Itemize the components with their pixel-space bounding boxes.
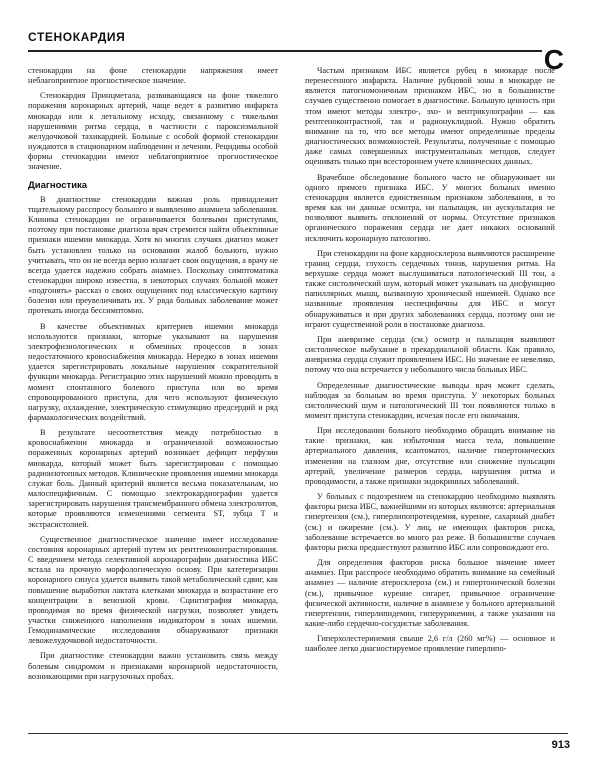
paragraph: При стенокардии на фоне кардиосклероза выявляются расширение границ сердца, глухость сердечных тонов, нарушения ритма. На верхушке сердца может выслушиваться патологический III тон, а также систолический шум, который может указывать на дисфункцию папиллярных мышц, вызванную хронической ишемией. Однако все названные проявления неспецифичны для ИБС и могут обнаруживаться и при других заболеваниях сердца, поэтому они не играют существенной роли в постановке диагноза.	[305, 248, 555, 329]
paragraph: При аневризме сердца (см.) осмотр и пальпация выявляют систолическое выбухание в прекардиальной области. Как правило, аневризма сердца служит проявлением ИБС. Но значение ее невелико, потому что она встречается у небольшого числа больных ИБС.	[305, 334, 555, 375]
paragraph: В результате несоответствия между потребностью в кровоснабжении миокарда и ограниченной возможностью пораженных коронарных артерий возникает дефицит перфузии миокарда, который может быть зарегистрирован с помощью радиоизотопных методов. Клинические проявления ишемии миокарда служат боль. Данный критерий является весьма показательным, но малоспецифичным. С помощью электрокардиографии удается зарегистрировать нарушения трансмембранного обмена электролитов, которые проявляются изменениями сегмента ST, зубца T и экстрасистолией.	[28, 428, 278, 529]
section-heading: Диагностика	[28, 179, 88, 191]
paragraph: Стенокардия Принцметала, развивающаяся на фоне тяжелого поражения коронарных артерий, чаще ведет к развитию инфаркта миокарда или к летальному исходу, связанному с тяжелыми нарушениями ритма сердца, в частности с пароксизмальной желудочковой тахикардией. Больные с особой формой стенокардии нуждаются в стационарном наблюдении и лечении. Рецидивы особой формы стенокардии имеют неблагоприятное прогностическое значение.	[28, 91, 278, 172]
right-column	[305, 66, 555, 726]
paragraph: При диагностике стенокардии важно установить связь между болевым синдромом и признаками коронарной недостаточности, возникающими при нагрузочных пробах.	[28, 651, 278, 681]
paragraph: У больных с подозрением на стенокардию необходимо выявлять факторы риска ИБС, важнейшими из которых являются: артериальная гипертензия (см.), гиперлипопротеидемия, курение, сахарный диабет (см.) и ожирение (см.). У лиц, не имеющих факторов риска, заболевание встречается во много раз реже. В большинстве случаев факторы риска предшествуют развитию ИБС или сопровождают его.	[305, 492, 555, 552]
paragraph: Определенные диагностические выводы врач может сделать, наблюдая за больным во время приступа. У некоторых больных систолический шум и патологический III тон появляются только в момент приступа стенокардии, исчезая после его окончания.	[305, 380, 555, 420]
left-column	[28, 66, 278, 726]
running-header	[28, 28, 564, 75]
page-number: 913	[551, 739, 570, 751]
paragraph: В качестве объективных критериев ишемии миокарда используются признаки, которые указывают на нарушения электрофизиологических и обменных процессов в зонах недостаточного кровоснабжения миокарда. Нередко в зонах ишемии удается зарегистрировать локальные нарушения сократительной функции миокарда. Регистрацию этих нарушений можно проводить в момент спонтанного болевого приступа или во время спровоцированного приступа, для чего используют физическую нагрузку, охлаждение, электрическую стимуляцию предсердий и ряд фармакологических воздействий.	[28, 321, 278, 422]
paragraph: Существенное диагностическое значение имеет исследование состояния коронарных артерий путем их рентгеноконтрастирования. С введением метода селективной коронарографии диагностика ИБС встала на прочную морфологическую основу. При катетеризации коронарного синуса удается выявить такой метаболический сдвиг, как повышение выработки лактата клетками миокарда и возрастание его концентрации в венозной крови. Сцинтиграфия миокарда, проводимая во время физической нагрузки, позволяет увидеть участки сниженного наполнения индикатором в зонах ишемии. Гемодинамические исследования обнаруживают признаки левожелудочковой недостаточности.	[28, 534, 278, 646]
paragraph: Гиперхолестеринемия свыше 2,6 г/л (260 мг%) — основное и наиболее легко диагностируемое проявление гиперлипо-	[305, 634, 555, 654]
header-title: СТЕНОКАРДИЯ	[28, 30, 126, 44]
section-letter: С	[543, 44, 564, 75]
paragraph: Врачебное обследование больного часто не обнаруживает ни одного прямого признака ИБС. У многих больных именно стенокардия является единственным признаком заболевания, в то время как ни данные осмотра, ни пальпация, ни аускультация не позволяют выявить отклонений от нормы. Отсутствие признаков органического поражения сердца не дает никаких оснований исключить коронарную патологию.	[305, 172, 555, 243]
footer-rule	[28, 733, 568, 734]
paragraph: Частым признаком ИБС является рубец в миокарде после перенесенного инфаркта. Наличие рубцовой зоны в миокарде не является патогномоничным признаком ИБС, но в большинстве случаев существенно помогает в диагностике. Большую ценность при этом имеют методы электро-, эхо- и вентрикулографии — как рентгеноконтрастной, так и радионуклидной. Нужно обратить внимание на то, что все методы имеют определенные пределы диагностических возможностей. Результаты, полученные с помощью даже самых совершенных инструментальных методов, следует оценивать только при всестороннем учете клинических данных.	[305, 66, 555, 167]
paragraph: стенокардии на фоне стенокардии напряжения имеет неблагоприятное прогностическое значение.	[28, 66, 278, 86]
paragraph: В диагностике стенокардии важная роль принадлежит тщательному расспросу больного и выявлению анамнеза заболевания. Клиника стенокардии не ограничивается болевыми приступами, поэтому при постановке диагноза врач стремится найти объективные признаки ишемии миокарда. Хотя во многих случаях диагноз может быть установлен только на основании жалоб больного, нужно учитывать, что он не всегда верно излагает свои ощущения, а врачу не всегда удается надежно собрать анамнез. Поскольку симптоматика стенокардии широко известна, в некоторых случаях больной может «подгонять» рассказ о своих ощущениях под классическую картину болезни или преувеличивать их. У ряда больных заболевание может протекать иногда бессимптомно.	[28, 194, 278, 316]
paragraph: При исследовании больного необходимо обращать внимание на такие признаки, как избыточная масса тела, повышение артериального давления, ксантоматоз, наличие гипертонических изменения на глазном дне, отсутствие или снижение пульсации артерий, увеличение размеров сердца, нарушения ритма и проводимости, а также признаки эндокринных заболеваний.	[305, 426, 555, 486]
paragraph: Для определения факторов риска большое значение имеет анамнез. При расспросе необходимо обратить внимание на семейный анамнез — наличие атеросклероза (см.) и гипертонической болезни (см.), привычное курение сигарет, привычное ограничение физической активности, наличие в анамнезе у больного артериальной гипертензии, гиперлипидемии, гиперурикемии, а также указания на какие-либо сердечно-сосудистые заболевания.	[305, 558, 555, 628]
